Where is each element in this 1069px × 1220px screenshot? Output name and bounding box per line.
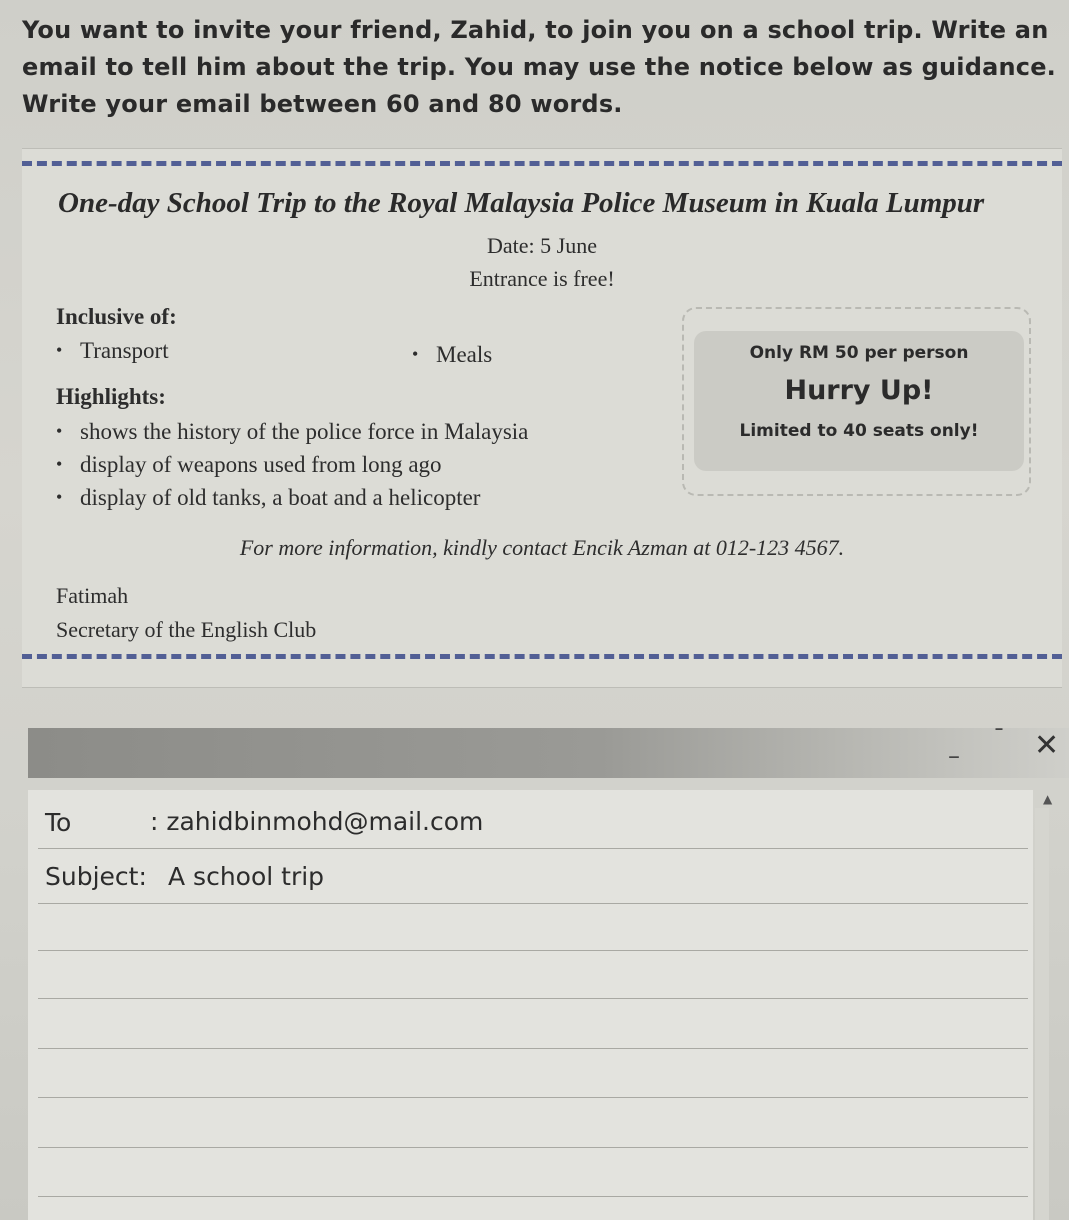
email-title-bar — [28, 728, 1069, 778]
writing-line — [38, 1097, 1028, 1098]
promo-panel — [694, 331, 1024, 471]
notice-contact: For more information, kindly contact Encik Azman at 012-123 4567. — [239, 535, 845, 560]
inclusive-heading: Inclusive of: — [56, 304, 177, 329]
notice-title: One-day School Trip to the Royal Malaysia Police Museum in Kuala Lumpur — [58, 187, 985, 219]
to-field-rule — [38, 848, 1028, 849]
inclusive-item-transport: • Transport — [56, 338, 169, 364]
task-instructions — [22, 12, 1062, 123]
promo-box — [682, 307, 1031, 496]
promo-limit: Limited to 40 seats only! — [739, 421, 979, 441]
writing-line — [38, 1147, 1028, 1148]
trip-notice — [22, 148, 1062, 688]
highlights-heading: Highlights: — [56, 384, 166, 409]
instruction-line-2: email to tell him about the trip. You may use the notice below as guidance. — [22, 53, 1057, 81]
highlight-item: • display of old tanks, a boat and a helicopter — [56, 485, 480, 511]
close-button[interactable]: ✕ — [1034, 728, 1060, 763]
subject-field[interactable]: A school trip — [168, 862, 325, 891]
instruction-line-3: Write your email between 60 and 80 words. — [22, 90, 623, 118]
maximize-button[interactable]: ¯ — [993, 724, 1005, 752]
email-compose-area — [28, 790, 1033, 1220]
highlight-item: • shows the history of the police force in Malaysia — [56, 419, 528, 445]
writing-line — [38, 1196, 1028, 1197]
minimize-button[interactable]: – — [948, 742, 960, 770]
writing-line — [38, 998, 1028, 999]
scroll-up-icon[interactable]: ▲ — [1043, 792, 1053, 806]
writing-line — [38, 1048, 1028, 1049]
notice-bottom-border — [22, 654, 1062, 659]
notice-entrance: Entrance is free! — [469, 266, 615, 291]
signer-title: Secretary of the English Club — [56, 617, 317, 642]
notice-top-border — [22, 161, 1062, 166]
to-field[interactable]: : zahidbinmohd@mail.com — [150, 807, 484, 836]
subject-label: Subject: — [45, 862, 147, 891]
inclusive-item-meals: • Meals — [412, 342, 492, 368]
promo-hurry: Hurry Up! — [784, 375, 934, 406]
scrollbar[interactable] — [1035, 808, 1049, 1220]
highlight-item: • display of weapons used from long ago — [56, 452, 442, 478]
instruction-line-1: You want to invite your friend, Zahid, to join you on a school trip. Write an — [22, 16, 1049, 44]
signer-name: Fatimah — [56, 583, 129, 608]
subject-field-rule — [38, 903, 1028, 904]
to-label: To — [45, 808, 72, 837]
writing-line — [38, 950, 1028, 951]
promo-price: Only RM 50 per person — [749, 343, 969, 363]
notice-date: Date: 5 June — [487, 233, 597, 258]
